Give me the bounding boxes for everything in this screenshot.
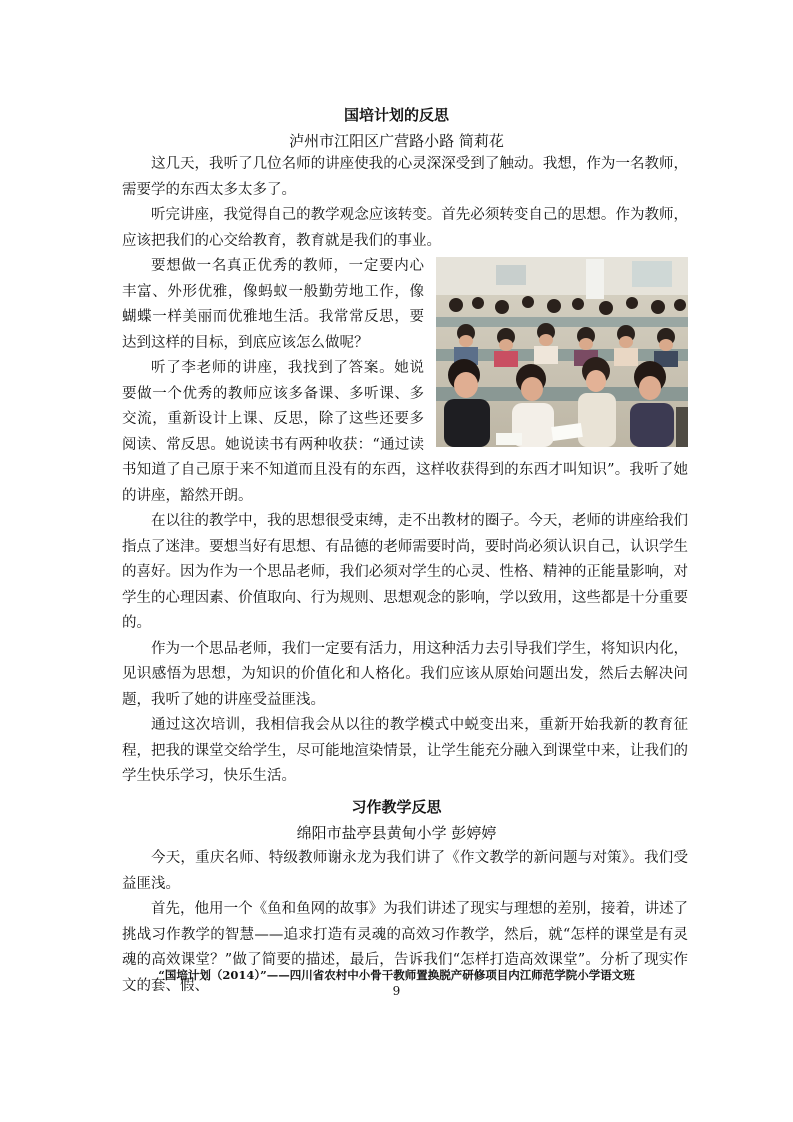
paragraph: 听了李老师的讲座，我找到了答案。她说要做一个优秀的教师应该多备课、多听课、多交流，重新设计上课、反思，除了这些还要多阅读、常反思。她说读书有两种收获：“通过读书知道了自己原于来不知道而且没有的东西，这样收获得到的东西才叫知识”。我听了她的讲座，豁然开朗。 xyxy=(122,360,688,504)
paragraph: 要想做一名真正优秀的教师，一定要内心丰富、外形优雅，像蚂蚁一般勤劳地工作，像蝴蝶一样美丽而优雅地生活。我常常反思，要达到这样的目标，到底应该怎么做呢？ xyxy=(122,258,424,351)
article-1-title: 国培计划的反思 xyxy=(343,106,449,124)
classroom-training-photo xyxy=(436,257,688,447)
paragraph: 在以往的教学中，我的思想很受束缚，走不出教材的圈子。今天，老师的讲座给我们指点了迷津。要想当好有思想、有品德的老师需要时尚，要时尚必须认识自己，认识学生的喜好。因为作为一个思品老师，我们必须对学生的心灵、性格、精神的正能量影响，对学生的心理因素、价值取向、行为规则、思想观念的影响，学以致用，这些都是十分重要的。 xyxy=(122,513,688,631)
page-number: 9 xyxy=(392,984,401,998)
paragraph: 听完讲座，我觉得自己的教学观念应该转变。首先必须转变自己的思想。作为教师，应该把我们的心交给教育，教育就是我们的事业。 xyxy=(122,207,688,249)
paragraph: 作为一个思品老师，我们一定要有活力，用这种活力去引导我们学生，将知识内化，见识感悟为思想，为知识的价值化和人格化。我们应该从原始问题出发，然后去解决问题，我听了她的讲座受益匪浅。 xyxy=(122,640,688,708)
article-2-author: 绵阳市盐亭县黄甸小学 彭婷婷 xyxy=(296,824,497,842)
page-footer: “国培计划（2014）”——四川省农村中小骨干教师置换脱产研修项目内江师范学院小学语文班 xyxy=(158,968,635,982)
paragraph: 首先，他用一个《鱼和鱼网的故事》为我们讲述了现实与理想的差别，接着，讲述了挑战习作教学的智慧——追求打造有灵魂的高效习作教学，然后，就“怎样的课堂是有灵魂的高效课堂？”做了简要的描述，最后，告诉我们“怎样打造高效课堂”。分析了现实作文的套、假、 xyxy=(122,901,688,994)
paragraph: 通过这次培训，我相信我会从以往的教学模式中蜕变出来，重新开始我新的教育征程，把我的课堂交给学生，尽可能地渲染情景，让学生能充分融入到课堂中来，让我们的学生快乐学习，快乐生活。 xyxy=(122,717,688,784)
paragraph: 今天，重庆名师、特级教师谢永龙为我们讲了《作文教学的新问题与对策》。我们受益匪浅。 xyxy=(122,850,688,892)
paragraph: 这几天，我听了几位名师的讲座使我的心灵深深受到了触动。我想，作为一名教师，需要学的东西太多太多了。 xyxy=(122,156,688,198)
article-2-title: 习作教学反思 xyxy=(351,798,442,816)
article-1-body xyxy=(122,152,688,790)
article-1-author: 泸州市江阳区广营路小路 简莉花 xyxy=(289,132,504,150)
